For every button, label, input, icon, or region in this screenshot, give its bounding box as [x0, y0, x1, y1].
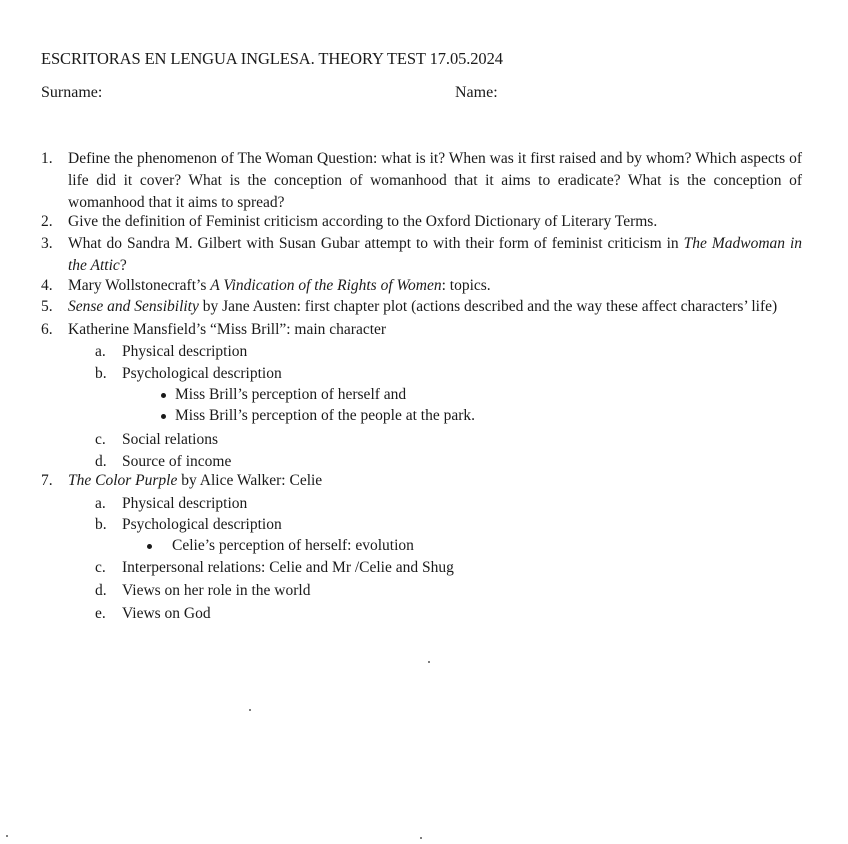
question-text: Define the phenomenon of The Woman Question: what is it? When was it first raised and by whom? Which aspects of life did it cover? What is the conception of womanhood that it aims to eradicate? What is the conception of womanhood that it aims to spread?: [68, 150, 802, 211]
book-title: A Vindication of the Rights of Women: [210, 277, 442, 294]
surname-label: Surname:: [41, 84, 103, 101]
sub-item-letter: b.: [95, 365, 107, 382]
question-number: 1.: [41, 150, 53, 167]
sub-item-text: Interpersonal relations: Celie and Mr /Celie and Shug: [122, 559, 454, 576]
sub-item-text: Physical description: [122, 343, 248, 360]
question-text: Sense and Sensibility by Jane Austen: first chapter plot (actions described and the way these affect characters’ life): [68, 298, 778, 315]
scan-speck: [420, 837, 422, 839]
sub-item-text: Views on her role in the world: [122, 582, 311, 599]
sub-item-letter: a.: [95, 343, 106, 360]
question-number: 3.: [41, 235, 53, 252]
question-text: What do Sandra M. Gilbert with Susan Gubar attempt to with their form of feminist criticism in The Madwoman in the Attic?: [68, 235, 803, 274]
sub-item-letter: d.: [95, 453, 107, 470]
scan-speck: [6, 835, 8, 837]
question-text: Give the definition of Feminist criticism according to the Oxford Dictionary of Literary Terms.: [68, 213, 658, 230]
book-title: Sense and Sensibility: [68, 298, 199, 315]
exam-title: ESCRITORAS EN LENGUA INGLESA. THEORY TEST 17.05.2024: [41, 49, 503, 68]
question-text: Katherine Mansfield’s “Miss Brill”: main character: [68, 321, 387, 338]
book-title: The Color Purple: [68, 472, 178, 489]
sub-item-text: Physical description: [122, 495, 248, 512]
question-number: 2.: [41, 213, 53, 230]
bullet-icon: [161, 393, 166, 398]
bullet-icon: [147, 544, 152, 549]
scan-speck: [249, 709, 251, 711]
sub-item-letter: a.: [95, 495, 106, 512]
sub-item-text: Psychological description: [122, 365, 282, 382]
bullet-text: Miss Brill’s perception of herself and: [175, 386, 407, 403]
sub-item-letter: e.: [95, 605, 106, 622]
sub-item-letter: b.: [95, 516, 107, 533]
question-text: The Color Purple by Alice Walker: Celie: [68, 472, 323, 489]
sub-item-text: Psychological description: [122, 516, 282, 533]
bullet-text: Celie’s perception of herself: evolution: [172, 537, 414, 554]
name-label: Name:: [455, 84, 498, 101]
question-number: 6.: [41, 321, 53, 338]
scan-speck: [428, 661, 430, 663]
sub-item-letter: c.: [95, 559, 106, 576]
question-number: 7.: [41, 472, 53, 489]
bullet-text: Miss Brill’s perception of the people at the park.: [175, 407, 476, 424]
sub-item-letter: d.: [95, 582, 107, 599]
question-number: 4.: [41, 277, 53, 294]
sub-item-text: Social relations: [122, 431, 218, 448]
book-title: The Madwoman in the Attic: [68, 235, 803, 274]
sub-item-letter: c.: [95, 431, 106, 448]
bullet-icon: [161, 414, 166, 419]
question-number: 5.: [41, 298, 53, 315]
sub-item-text: Views on God: [122, 605, 211, 622]
sub-item-text: Source of income: [122, 453, 232, 470]
question-text: Mary Wollstonecraft’s A Vindication of the Rights of Women: topics.: [68, 277, 491, 294]
